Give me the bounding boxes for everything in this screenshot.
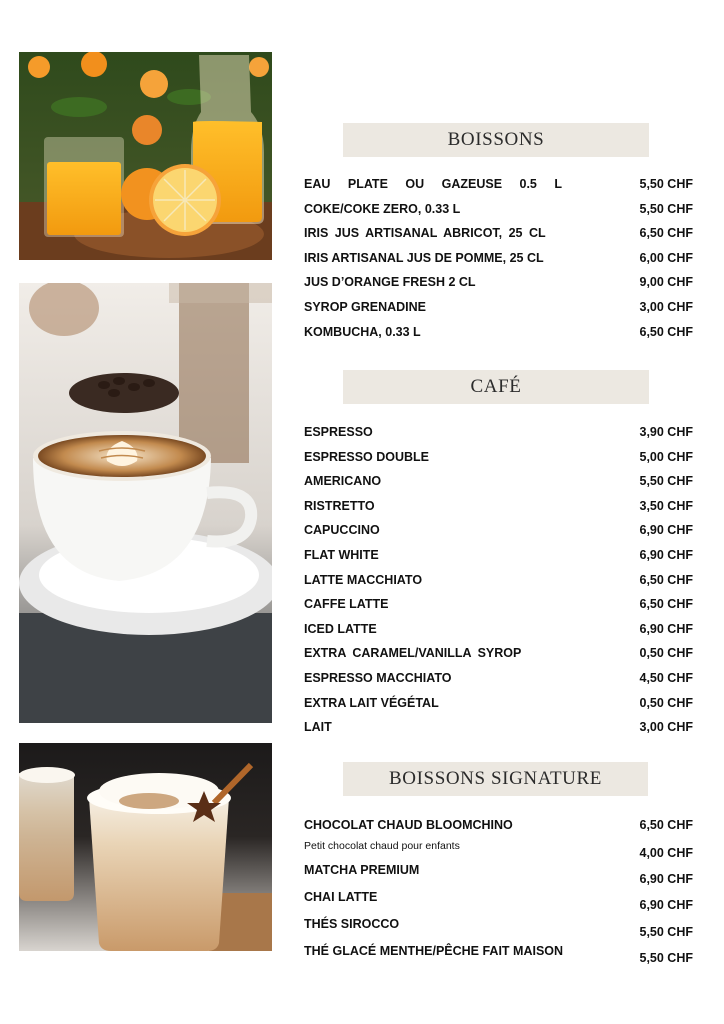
item-price: 6,90 CHF	[639, 523, 693, 538]
menu-item	[304, 174, 693, 199]
menu-item	[304, 545, 693, 570]
section-title: CAFÉ	[470, 376, 522, 397]
item-price: 4,00 CHF	[639, 846, 693, 860]
menu-item	[304, 619, 693, 644]
menu-item	[304, 272, 693, 297]
item-price: 3,90 CHF	[639, 425, 693, 439]
section-title: BOISSONS SIGNATURE	[389, 768, 602, 789]
menu-item	[304, 594, 693, 619]
menu-item	[304, 297, 693, 322]
item-name: IRIS JUS ARTISANAL ABRICOT, 25 CL	[304, 226, 546, 241]
item-name: EXTRA LAIT VÉGÉTAL	[304, 695, 439, 710]
menu-item	[304, 861, 693, 888]
item-price: 6,90 CHF	[639, 872, 693, 886]
item-name: KOMBUCHA, 0.33 L	[304, 324, 421, 339]
item-price: 3,00 CHF	[639, 299, 693, 314]
item-price: 6,90 CHF	[639, 547, 693, 562]
item-price: 5,50 CHF	[639, 925, 693, 939]
item-name: ESPRESSO MACCHIATO	[304, 670, 452, 685]
item-price: 6,90 CHF	[639, 621, 693, 636]
item-name: LAIT	[304, 720, 332, 735]
item-name: EAU PLATE OU GAZEUSE 0.5 L	[304, 177, 562, 191]
item-price: 6,90 CHF	[639, 898, 693, 912]
item-price: 0,50 CHF	[639, 646, 693, 661]
menu-item	[304, 839, 693, 861]
item-price: 6,50 CHF	[639, 597, 693, 612]
item-name: ESPRESSO	[304, 425, 373, 439]
item-price: 6,50 CHF	[639, 324, 693, 339]
menu-list-boissons	[304, 174, 693, 346]
item-price: 5,50 CHF	[639, 474, 693, 489]
item-price: 3,50 CHF	[639, 498, 693, 513]
item-price: 6,00 CHF	[639, 250, 693, 265]
menu-item	[304, 223, 693, 248]
item-name: THÉ GLACÉ MENTHE/PÊCHE FAIT MAISON	[304, 944, 564, 958]
item-price: 4,50 CHF	[639, 670, 693, 685]
item-name: ICED LATTE	[304, 621, 377, 636]
section-header-cafe	[343, 370, 649, 404]
item-name: FLAT WHITE	[304, 547, 379, 562]
item-price: 5,50 CHF	[639, 177, 693, 191]
menu-item	[304, 199, 693, 224]
menu-item	[304, 570, 693, 595]
item-price: 5,00 CHF	[639, 449, 693, 464]
menu-item	[304, 888, 693, 915]
item-name: ESPRESSO DOUBLE	[304, 449, 430, 464]
item-price: 3,00 CHF	[639, 720, 693, 735]
item-name: EXTRA CARAMEL/VANILLA SYROP	[304, 646, 522, 661]
item-price: 0,50 CHF	[639, 695, 693, 710]
chai-latte-photo	[19, 743, 272, 951]
item-name: CAPUCCINO	[304, 523, 380, 538]
menu-item	[304, 471, 693, 496]
menu-item	[304, 915, 693, 942]
item-name: LATTE MACCHIATO	[304, 572, 423, 587]
menu-list-cafe	[304, 422, 693, 742]
item-name: COKE/COKE ZERO, 0.33 L	[304, 201, 461, 216]
item-name: MATCHA PREMIUM	[304, 863, 420, 877]
menu-item	[304, 643, 693, 668]
item-price: 6,50 CHF	[639, 818, 693, 832]
item-price: 6,50 CHF	[639, 226, 693, 241]
item-price: 5,50 CHF	[639, 201, 693, 216]
item-price: 9,00 CHF	[639, 275, 693, 290]
item-name: AMERICANO	[304, 474, 382, 489]
section-header-signature	[343, 762, 648, 796]
menu-item	[304, 693, 693, 718]
menu-item	[304, 447, 693, 472]
menu-item	[304, 248, 693, 273]
item-name: CHOCOLAT CHAUD BLOOMCHINO	[304, 818, 513, 832]
item-name: Petit chocolat chaud pour enfants	[304, 840, 460, 852]
item-price: 6,50 CHF	[639, 572, 693, 587]
item-name: CAFFE LATTE	[304, 597, 389, 612]
item-name: THÉS SIROCCO	[304, 917, 400, 931]
latte-art-coffee-photo	[19, 283, 272, 723]
menu-item	[304, 942, 693, 969]
section-title: BOISSONS	[447, 129, 545, 150]
menu-item	[304, 668, 693, 693]
menu-item	[304, 322, 693, 347]
section-header-boissons	[343, 123, 649, 157]
menu-item	[304, 717, 693, 742]
item-name: IRIS ARTISANAL JUS DE POMME, 25 CL	[304, 250, 544, 265]
item-name: RISTRETTO	[304, 498, 375, 513]
item-price: 5,50 CHF	[639, 951, 693, 965]
item-name: JUS D’ORANGE FRESH 2 CL	[304, 275, 476, 290]
menu-item	[304, 815, 693, 839]
item-name: CHAI LATTE	[304, 890, 378, 904]
menu-item	[304, 520, 693, 545]
menu-list-signature	[304, 815, 693, 969]
orange-juice-photo	[19, 52, 272, 260]
menu-item	[304, 496, 693, 521]
item-name: SYROP GRENADINE	[304, 299, 427, 314]
menu-item	[304, 422, 693, 447]
